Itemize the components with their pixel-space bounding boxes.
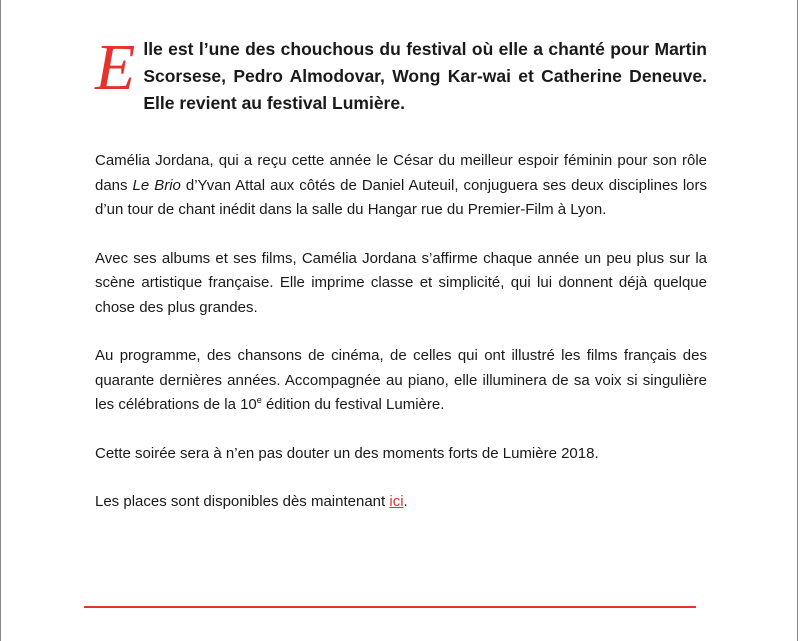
paragraph-3 [95, 344, 707, 418]
paragraph-1-text-a: Camélia Jordana, qui a reçu cette année le César du meilleur espoir féminin pour son rôle dans [95, 152, 707, 194]
paragraph-2: Avec ses albums et ses films, Camélia Jordana s’affirme chaque année un peu plus sur la scène artistique française. Elle imprime classe et simplicité, qui lui donnent déjà quelque chose des plus grandes. [95, 249, 707, 316]
paragraph-3-text-a: Au programme, des chansons de cinéma, de celles qui ont illustré les films français des quarante dernières années. Accompagnée au piano, elle illuminera de sa voix si singulière les célébrations de la 10 [95, 347, 707, 413]
footer-divider [84, 606, 696, 608]
paragraph-1-text-b: d’Yvan Attal aux côtés de Daniel Auteuil, conjuguera ses deux disciplines lors d’un tour de chant inédit dans la salle du Hangar rue du Premier-Film à Lyon. [95, 176, 707, 218]
paragraph-4: Cette soirée sera à n’en pas douter un des moments forts de Lumière 2018. [95, 444, 599, 462]
paragraph-5 [95, 490, 707, 515]
paragraph-5-period: . [403, 493, 408, 510]
paragraph-5-text: Les places sont disponibles dès maintenant [95, 493, 390, 510]
paragraph-3-text-b: édition du festival Lumière. [261, 396, 445, 413]
ordinal-superscript: e [256, 395, 262, 405]
film-title: Le Brio [132, 176, 181, 194]
article-body [95, 31, 707, 515]
lead-text: lle est l’une des chouchous du festival où elle a chanté pour Martin Scorsese, Pedro Almodovar, Wong Kar-wai et Catherine Deneuve. Elle revient au festival Lumière. [143, 39, 707, 113]
paragraph-1 [95, 149, 707, 223]
article-lead [95, 31, 707, 117]
tickets-link[interactable]: ici [389, 493, 404, 510]
drop-cap: E [95, 31, 136, 104]
